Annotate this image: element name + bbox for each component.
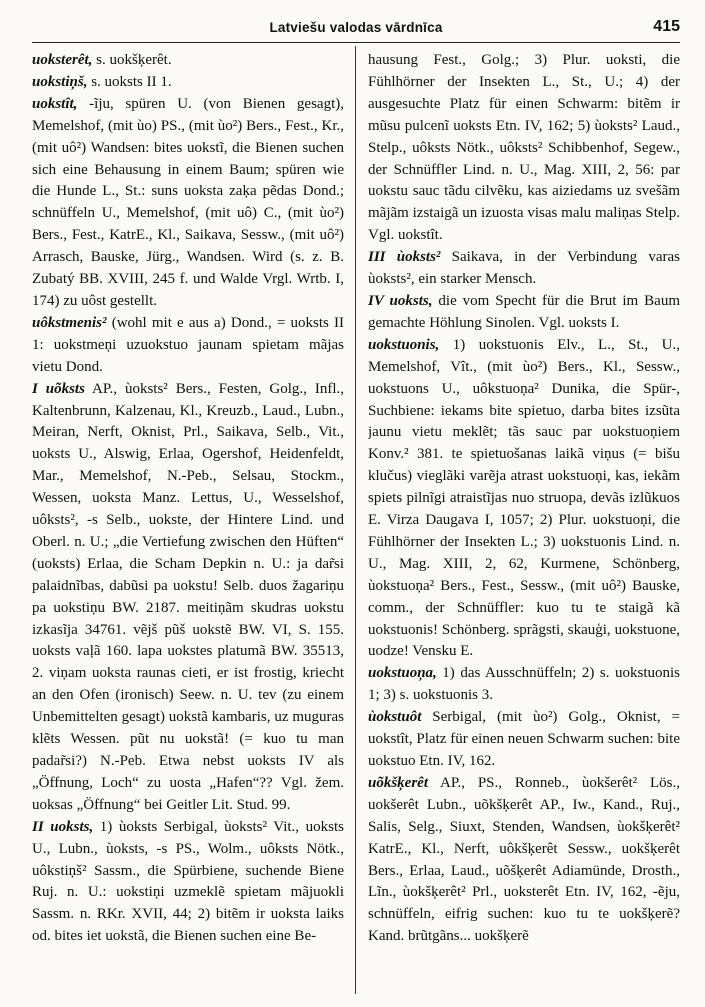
entry-text: 1) das Ausschnüffeln; 2) s. uokstuonis 1; 3) s. uokstuonis 3. <box>368 665 680 704</box>
dictionary-entry <box>32 94 344 313</box>
dictionary-entry <box>32 313 344 379</box>
dictionary-entry <box>368 663 680 707</box>
entry-text: 1) ùoksts Serbigal, ùoksts² Vit., uoksts U., Lubn., ùoksts, -s PS., Wolm., uôksts Nötk., uôkstiņš² Sassm., die Spürbiene, suchende Biene Ruj. n. U.: uokstiņi uzmeklẽ spietam mãjuokli Sassm. n. RKr. XVII, 44; 2) bitẽm ir uoksta laiks od. bites iet uokstã, die Bienen suchen eine Be- <box>32 818 344 945</box>
column-divider <box>355 46 356 994</box>
entry-headword: uoksterêt, <box>32 52 93 68</box>
dictionary-entry <box>368 707 680 773</box>
dictionary-entry <box>32 50 344 72</box>
dictionary-entry <box>368 247 680 291</box>
right-column <box>368 50 680 998</box>
entry-text: Saikava, in der Verbindung varas ùoksts², ein starker Mensch. <box>368 249 680 288</box>
entry-text: hausung Fest., Golg.; 3) Plur. uoksti, die Fühlhörner der Insekten L., St., U.; 4) der ausgesuchte Platz für einen Schwarm: bitẽm ir mũsu pulcenĩ uoksts Etn. IV, 162; 5) ùoksts² Laud., Stelp., uôksts Nötk., uôksts² Schibbenhof, Segew., der Schnüffler Lind. n. U., Mag. XIII, 2, 56: par uokstu sauc tãdu cilvẽku, kas aiziedams uz svešãm mãjãm izstaigã un izuosta visas malu maliņas Stelp. Vgl. uokstît. <box>368 52 680 244</box>
entry-headword: uokstiņš, <box>32 73 88 90</box>
entry-headword: IV uoksts, <box>368 292 433 309</box>
entry-text: AP., PS., Ronneb., ùokšerêt² Lös., uokšerêt Lubn., uõkšķerêt AP., Iw., Kand., Ruj., Salis, Selg., Siuxt, Stenden, Wandsen, ùokšķerêt² KatrE., Kl., Nerft, uôkšķerêt Sessw., uokšķerêt Bers., Erlaa, Laud., uõšķerêt Adiamünde, Drosth., Lĩn., ùokšķerêt² Prl., uoksterêt Etn. IV, 162, -ẽju, schnüffeln, eifrig suchen: kuo tu te uokšķerẽ? Kand. brũtgãns... uokšķerẽ <box>368 774 680 945</box>
entry-headword: III ùoksts² <box>368 249 441 266</box>
entry-headword: I uõksts <box>32 380 85 397</box>
dictionary-entry <box>32 379 344 817</box>
entry-headword: uokstuonis, <box>368 336 440 353</box>
dictionary-entry <box>368 335 680 664</box>
dictionary-entry <box>368 291 680 335</box>
entry-headword: uõkšķerêt <box>368 774 428 791</box>
entry-text: 1) uokstuonis Elv., L., St., U., Memelshof, Vît., (mit ùo²) Bers., Kl., Sessw., uokstuons U., uôkstuoņa² Dunika, die Spür-, Suchbiene: iekams bite spietuo, darba bites izsũta jaunu vietu meklẽt; tãs sauc par uokstuoņiem Konv.² 381. te spietuošanas laikã viņus (= bišu klučus) vieglãki varẽja atrast uokstuoņi, kas, iekãm spiets pilnĩgi atraistĩjas nuo struopa, devãs izlũkuos E. Virza Daugava I, 1057; 2) Plur. uokstuoņi, die Fühlhörner der Insekten L.; 3) uokstuonis Lind. n. U., Mag. XIII, 2, 62, Kurmene, Schönberg, ùokstuoņa² Bers., Fest., Sessw., (mit uô²) Bauske, comm., der Schnüffler: kuo tu te staigã kã uokstuonis! Schönberg. sprãgsti, skauģi, uokstuone, uodze! Vensku E. <box>368 336 680 660</box>
dictionary-entry <box>32 817 344 948</box>
page-number: 415 <box>653 18 680 35</box>
dictionary-entry-continuation <box>368 50 680 247</box>
entry-headword: uôkstmenis² <box>32 314 107 331</box>
dictionary-entry <box>368 773 680 948</box>
entry-text: -ĩju, spüren U. (von Bienen gesagt), Memelshof, (mit ùo) PS., (mit ùo²) Bers., Fest., Kr., (mit uô²) Wandsen: bites uokstĩ, die Bienen suchen sich eine Behausung in einem Baum; spüren wie die Hunde L., St.: suns uoksta zaķa pẽdas Dond.; schnüffeln U., Memelshof, (mit uô) C., (mit ùo²) Bers., Fest., KatrE., Kl., Saikava, Sessw., (mit uô²) Arrasch, Bauske, Jürg., Wandsen. Wird (s. z. B. Zubatý BB. XVIII, 245 f. und Walde Vrgl. Wrtb. I, 174) zu uôst gestellt. <box>32 95 344 309</box>
left-column <box>32 50 344 998</box>
entry-headword: uokstît, <box>32 95 78 112</box>
entry-text: Serbigal, (mit ùo²) Golg., Oknist, = uokstît, Platz für einen neuen Schwarm suchen: bite uokstuo Etn. IV, 162. <box>368 709 680 769</box>
page-header <box>32 18 680 43</box>
entry-text: s. uokšķerêt. <box>92 52 172 68</box>
entry-text: (wohl mit e aus a) Dond., = uoksts II 1: uokstmeņi uzuokstuo jaunam spietam mãjas vietu Dond. <box>32 314 344 375</box>
running-title: Latviešu valodas vārdnīca <box>269 20 443 35</box>
entry-text: s. uoksts II 1. <box>87 73 172 90</box>
entry-text: die vom Specht für die Brut im Baum gemachte Höhlung Sinolen. Vgl. uoksts I. <box>368 292 680 331</box>
entry-headword: ùokstuôt <box>368 709 422 726</box>
entry-headword: uokstuoņa, <box>368 665 437 682</box>
entry-headword: II uoksts, <box>32 818 94 835</box>
entry-text: AP., ùoksts² Bers., Festen, Golg., Infl., Kaltenbrunn, Kalzenau, Kl., Kreuzb., Laud., Lubn., Meiran, Nerft, Oknist, Prl., Saikava, Selb., Vit., uoksts U., Alswig, Erlaa, Ogershof, Heidenfeldt, Mar., Memelshof, N.-Peb., Selsau, Stockm., Wessen, uoksta Manz. Lettus, U., Wesselshof, uôksts², -s Selb., uokste, der Hintere Lind. und Oberl. n. U.; „die Vertiefung zwischen den Hüften“ (uoksts) Erlaa, die Scham Depkin n. U.: ja dar̃si palaidnĩbas, dabũsi pa uokstu! Selb. duos žagariņu pa uokstiņu BW. 2187. meitiņãm skudras uokstu izkasĩja 34761. vẽjš pũš uokstẽ BW. VI, S. 155. uoksts vaļã 160. lapa uokstes platumã BW. 35513, 2. viņam uoksta raunas cieti, er ist frostig, kriecht an den Ofen (ironisch) Seew. n. U. tev (zu einem Unbemittelten gesagt) uokstã kambaris, uz muguras klẽts Wessen. pũt nu uokstã! (= kuo tu man padar̃si?) N.-Peb. Etwa nebst uoksts IV als „Öffnung, Loch“ zu uosta „Hafen“?? Vgl. žem. uoksas „Öffnung“ bei Geitler Lit. Stud. 99. <box>32 380 344 813</box>
dictionary-entry <box>32 72 344 94</box>
